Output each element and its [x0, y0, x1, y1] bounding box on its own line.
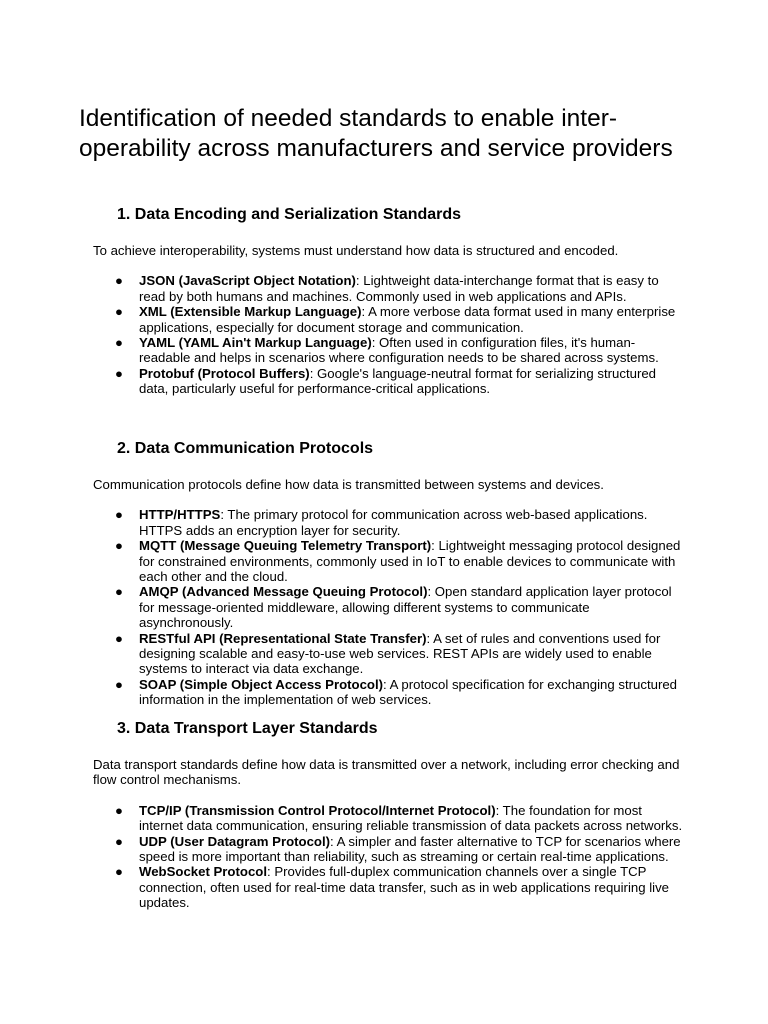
item-term: Protobuf (Protocol Buffers)	[139, 365, 310, 381]
item-term: HTTP/HTTPS	[139, 507, 221, 523]
item-text: : Often used in configuration files, it's human-readable and helps in scenarios where configuration needs to be shared across systems.	[139, 335, 659, 366]
list-item	[93, 335, 683, 366]
section-intro: To achieve interoperability, systems must understand how data is structured and encoded.	[93, 243, 619, 258]
bullet-icon: ●	[115, 802, 123, 818]
item-term: JSON (JavaScript Object Notation)	[139, 273, 356, 289]
section-number: 2.	[117, 440, 131, 457]
bullet-icon: ●	[115, 676, 123, 692]
item-term: AMQP (Advanced Message Queuing Protocol)	[139, 584, 428, 600]
bullet-list	[93, 803, 683, 911]
bullet-icon: ●	[115, 335, 123, 351]
item-term: YAML (YAML Ain't Markup Language)	[139, 335, 372, 351]
item-text: : The foundation for most internet data communication, ensuring reliable transmission of data packets across networks.	[139, 802, 683, 834]
item-text: : The primary protocol for communication across web-based applications. HTTPS adds an encryption layer for security.	[139, 507, 648, 538]
list-item	[93, 273, 683, 304]
list-item	[93, 677, 683, 708]
list-item	[93, 864, 683, 910]
bullet-icon: ●	[115, 365, 123, 381]
list-item	[93, 803, 683, 834]
bullet-icon: ●	[115, 864, 123, 880]
item-text: : A protocol specification for exchanging structured information in the implementation of web services.	[139, 676, 678, 708]
item-term: SOAP (Simple Object Access Protocol)	[139, 676, 384, 692]
section-intro: Data transport standards define how data is transmitted over a network, including error checking and flow control mechanisms.	[93, 757, 680, 788]
item-term: WebSocket Protocol	[139, 864, 267, 880]
list-item	[93, 584, 683, 630]
bullet-icon: ●	[115, 630, 123, 646]
bullet-icon: ●	[115, 584, 123, 600]
document-title: Identification of needed standards to enable inter-operability across manufacturers and service providers	[79, 105, 673, 162]
list-item	[93, 834, 683, 865]
item-text: : Open standard application layer protocol for message-oriented middleware, allowing different systems to communicate asynchronously.	[139, 584, 672, 631]
item-term: RESTful API (Representational State Transfer)	[139, 630, 427, 646]
item-text: : Google's language-neutral format for serializing structured data, particularly useful for performance-critical applications.	[139, 365, 657, 397]
item-text: : Lightweight data-interchange format that is easy to read by both humans and machines. Commonly used in web applications and APIs.	[139, 273, 659, 304]
list-item	[93, 366, 683, 397]
item-text: : Lightweight messaging protocol designed for constrained environments, commonly used in IoT to enable devices to communicate with each other and the cloud.	[139, 538, 681, 585]
item-term: MQTT (Message Queuing Telemetry Transport)	[139, 538, 432, 554]
section-number: 1.	[117, 206, 131, 223]
bullet-icon: ●	[115, 507, 123, 523]
item-term: XML (Extensible Markup Language)	[139, 304, 362, 320]
section-data-communication	[93, 439, 683, 708]
section-heading	[117, 719, 683, 739]
section-data-encoding	[93, 205, 683, 397]
section-heading	[117, 439, 683, 459]
bullet-icon: ●	[115, 538, 123, 554]
section-intro: Communication protocols define how data is transmitted between systems and devices.	[93, 477, 604, 492]
bullet-icon: ●	[115, 304, 123, 320]
item-text: : A set of rules and conventions used for designing scalable and easy-to-use web services. REST APIs are widely used to enable systems to interact via data exchange.	[139, 630, 661, 677]
section-heading	[117, 205, 683, 225]
list-item	[93, 631, 683, 677]
item-term: UDP (User Datagram Protocol)	[139, 833, 331, 849]
bullet-icon: ●	[115, 833, 123, 849]
section-number: 3.	[117, 720, 131, 737]
bullet-icon: ●	[115, 273, 123, 289]
section-data-transport	[93, 719, 683, 911]
section-title: Data Communication Protocols	[134, 440, 374, 457]
list-item	[93, 538, 683, 584]
list-item	[93, 507, 683, 538]
item-text: : A more verbose data format used in many enterprise applications, especially for document storage and communication.	[139, 304, 676, 335]
item-text: : Provides full-duplex communication channels over a single TCP connection, often used for real-time data transfer, such as in web applications requiring live updates.	[139, 864, 669, 911]
item-text: : A simpler and faster alternative to TCP for scenarios where speed is more important than reliability, such as streaming or certain real-time applications.	[139, 833, 681, 865]
item-term: TCP/IP (Transmission Control Protocol/Internet Protocol)	[139, 802, 496, 818]
section-title: Data Encoding and Serialization Standards	[134, 206, 462, 223]
section-title: Data Transport Layer Standards	[134, 720, 378, 737]
list-item	[93, 304, 683, 335]
bullet-list	[93, 273, 683, 396]
bullet-list	[93, 507, 683, 707]
